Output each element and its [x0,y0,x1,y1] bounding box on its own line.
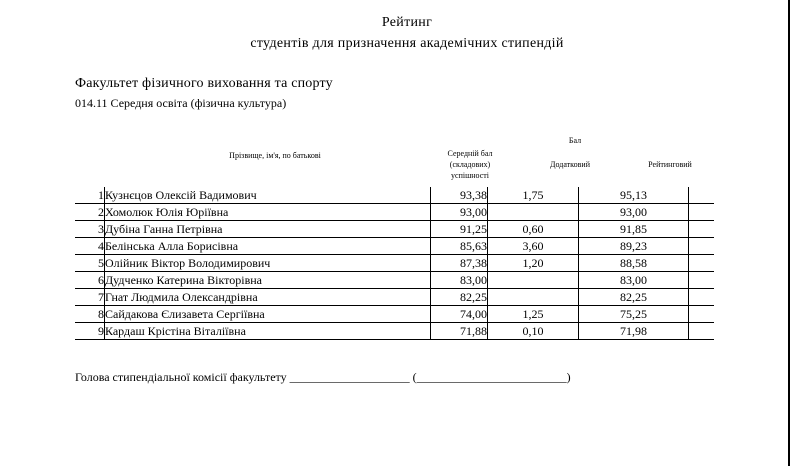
rating-score: 71,98 [579,323,689,340]
average-score: 74,00 [431,306,488,323]
rating-score: 83,00 [579,272,689,289]
header-rating-score: Рейтинговий [648,160,692,169]
additional-score: 3,60 [488,238,579,255]
row-spacer [689,272,715,289]
header-average-line: Середній бал [447,149,493,158]
table-row [75,306,714,323]
header-additional-score: Додатковий [550,160,590,169]
row-number: 1 [75,187,105,204]
average-score: 93,00 [431,204,488,221]
additional-score: 1,20 [488,255,579,272]
table-row [75,255,714,272]
average-score: 85,63 [431,238,488,255]
table-row [75,204,714,221]
additional-score [488,204,579,221]
rating-score: 93,00 [579,204,689,221]
rating-score: 89,23 [579,238,689,255]
rating-score: 82,25 [579,289,689,306]
specialty-name: 014.11 Середня освіта (фізична культура) [75,96,287,110]
row-number: 2 [75,204,105,221]
faculty-name: Факультет фізичного виховання та спорту [75,76,333,91]
rating-score: 91,85 [579,221,689,238]
average-score: 83,00 [431,272,488,289]
student-name: Сайдакова Єлизавета Сергіївна [105,306,431,323]
average-score: 82,25 [431,289,488,306]
average-score: 87,38 [431,255,488,272]
table-row [75,238,714,255]
header-full-name: Прізвище, ім'я, по батькові [229,151,321,160]
rating-score: 95,13 [579,187,689,204]
table-row [75,187,714,204]
additional-score [488,289,579,306]
document-subtitle: студентів для призначення академічних стипендій [250,36,564,51]
average-score: 91,25 [431,221,488,238]
student-name: Олійник Віктор Володимирович [105,255,431,272]
rating-score: 75,25 [579,306,689,323]
table-row [75,221,714,238]
row-number: 6 [75,272,105,289]
student-name: Дудченко Катерина Вікторівна [105,272,431,289]
additional-score: 0,10 [488,323,579,340]
table-row [75,289,714,306]
table-row [75,272,714,289]
commission-signature-line: Голова стипендіальної комісії факультету ____________________ (_________________________) [75,370,571,384]
student-name: Гнат Людмила Олександрівна [105,289,431,306]
row-spacer [689,323,715,340]
student-name: Кардаш Крістіна Віталіївна [105,323,431,340]
row-spacer [689,238,715,255]
average-score: 93,38 [431,187,488,204]
rating-table [75,187,714,340]
row-number: 3 [75,221,105,238]
row-number: 5 [75,255,105,272]
header-score-group: Бал [568,136,582,145]
additional-score: 1,25 [488,306,579,323]
header-average-line: успішності [451,171,489,180]
row-number: 4 [75,238,105,255]
document-title: Рейтинг [381,15,433,30]
table-row [75,323,714,340]
additional-score: 0,60 [488,221,579,238]
average-score: 71,88 [431,323,488,340]
row-number: 9 [75,323,105,340]
rating-score: 88,58 [579,255,689,272]
student-name: Дубіна Ганна Петрівна [105,221,431,238]
row-spacer [689,221,715,238]
additional-score: 1,75 [488,187,579,204]
student-name: Хомолюк Юлія Юріївна [105,204,431,221]
header-average-line: (складових) [449,160,491,169]
page-edge [788,0,790,466]
row-spacer [689,187,715,204]
row-spacer [689,255,715,272]
row-spacer [689,306,715,323]
student-name: Кузнєцов Олексій Вадимович [105,187,431,204]
additional-score [488,272,579,289]
row-number: 7 [75,289,105,306]
row-number: 8 [75,306,105,323]
student-name: Белінська Алла Борисівна [105,238,431,255]
row-spacer [689,204,715,221]
row-spacer [689,289,715,306]
header-average-score [440,148,500,181]
